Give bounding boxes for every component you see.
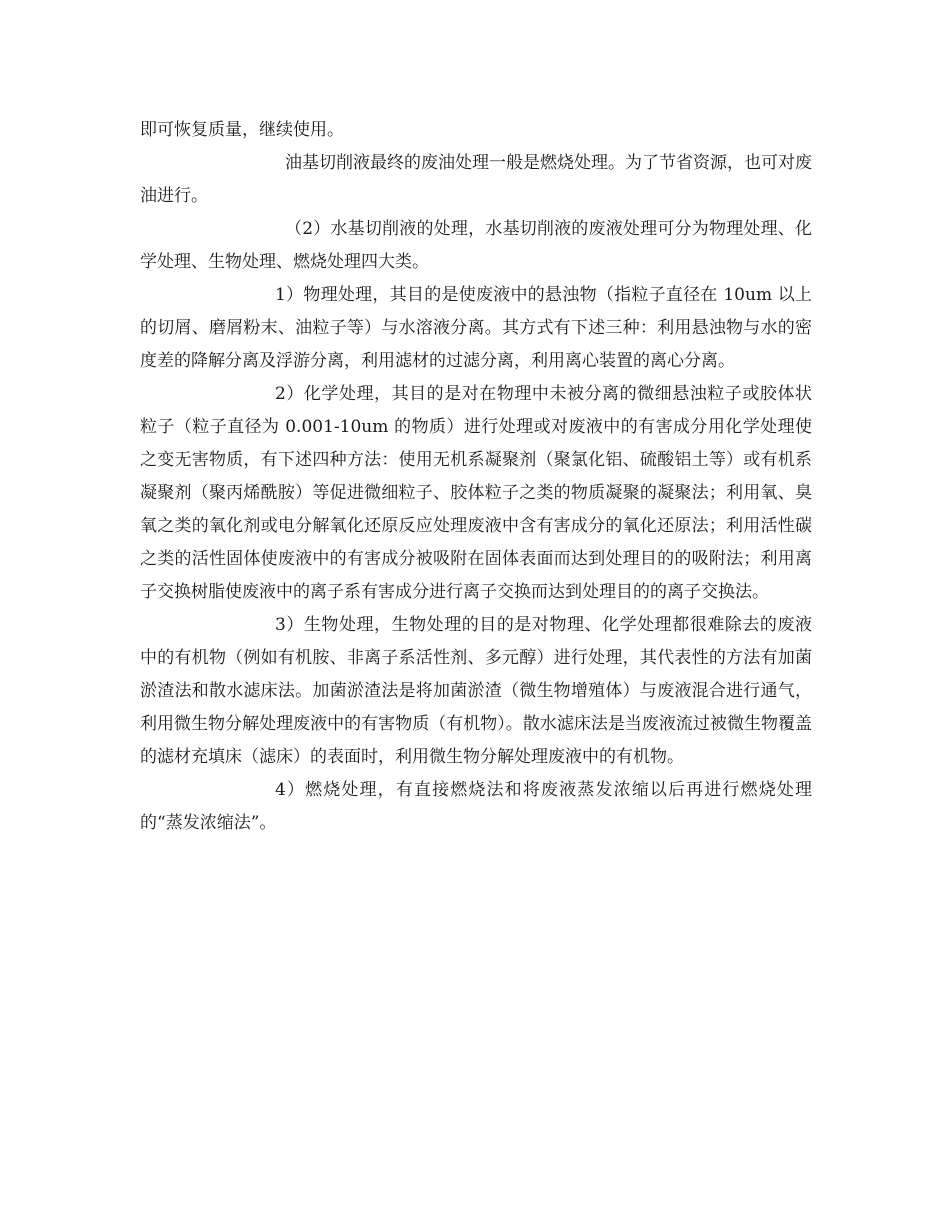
document-body [140,114,812,840]
paragraph-physical-treatment: 1）物理处理，其目的是使废液中的悬浊物（指粒子直径在 10um 以上的切屑、磨屑粉末、油粒子等）与水溶液分离。其方式有下述三种：利用悬浊物与水的密度差的降解分离及浮游分离，利用滤材的过滤分离，利用离心装置的离心分离。 [140,285,812,371]
paragraph-water-based-overview: （2）水基切削液的处理，水基切削液的废液处理可分为物理处理、化学处理、生物处理、燃烧处理四大类。 [140,219,812,272]
paragraph-continuation: 即可恢复质量，继续使用。 [140,120,344,140]
paragraph-biological-treatment: 3）生物处理，生物处理的目的是对物理、化学处理都很难除去的废液中的有机物（例如有机胺、非离子系活性剂、多元醇）进行处理，其代表性的方法有加菌淤渣法和散水滤床法。加菌淤渣法是将加菌淤渣（微生物增殖体）与废液混合进行通气，利用微生物分解处理废液中的有害物质（有机物）。散水滤床法是当废液流过被微生物覆盖的滤材充填床（滤床）的表面时，利用微生物分解处理废液中的有机物。 [140,615,812,767]
paragraph-oil-based-disposal: 油基切削液最终的废油处理一般是燃烧处理。为了节省资源，也可对废油进行。 [140,153,812,206]
paragraph-chemical-treatment: 2）化学处理，其目的是对在物理中未被分离的微细悬浊粒子或胶体状粒子（粒子直径为 0.001-10um 的物质）进行处理或对废液中的有害成分用化学处理使之变无害物质，有下述四种方法：使用无机系凝聚剂（聚氯化铝、硫酸铝土等）或有机系凝聚剂（聚丙烯酰胺）等促进微细粒子、胶体粒子之类的物质凝聚的凝聚法；利用氧、臭氧之类的氧化剂或电分解氧化还原反应处理废液中含有害成分的氧化还原法；利用活性碳之类的活性固体使废液中的有害成分被吸附在固体表面而达到处理目的的吸附法；利用离子交换树脂使废液中的离子系有害成分进行离子交换而达到处理目的的离子交换法。 [140,384,812,602]
paragraph-combustion-treatment: 4）燃烧处理，有直接燃烧法和将废液蒸发浓缩以后再进行燃烧处理的“蒸发浓缩法”。 [140,780,812,833]
